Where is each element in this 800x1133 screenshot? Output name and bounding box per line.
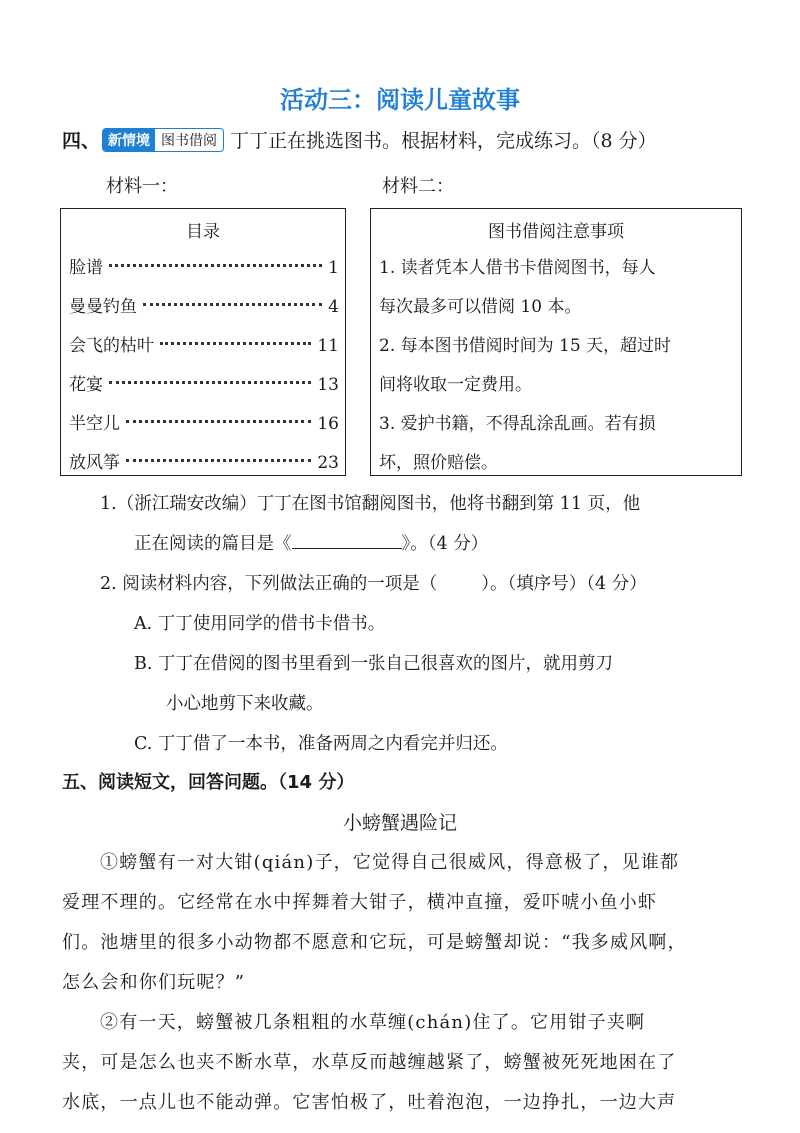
toc-item: 半空儿 16 (69, 414, 339, 434)
notice-line: 每次最多可以借阅 10 本。 (379, 297, 582, 317)
new-situation-tag (102, 128, 224, 152)
question-5-heading: 五、阅读短文，回答问题。（14 分） (62, 772, 355, 793)
notice-line: 1. 读者凭本人借书卡借阅图书，每人 (379, 258, 656, 278)
notice-line: 3. 爱护书籍，不得乱涂乱画。若有损 (379, 414, 656, 434)
question-4-prompt: 丁丁正在挑选图书。根据材料，完成练习。（8 分） (230, 130, 657, 152)
option-c: C. 丁丁借了一本书，准备两周之内看完并归还。 (134, 734, 508, 754)
table-of-contents-box (60, 208, 346, 476)
toc-item: 放风筝 23 (69, 453, 339, 473)
notice-line: 间将收取一定费用。 (379, 375, 532, 395)
toc-item: 花宴 13 (69, 375, 339, 395)
question-4-header (62, 126, 657, 153)
toc-item: 脸谱 1 (69, 258, 339, 278)
story-line: 怎么会和你们玩呢？” (62, 972, 246, 993)
notice-line: 2. 每本图书借阅时间为 15 天，超过时 (379, 336, 672, 356)
story-line: ②有一天，螃蟹被几条粗粗的水草缠(chán)住了。它用钳子夹啊 (100, 1012, 646, 1033)
question-number: 四、 (62, 130, 101, 152)
option-a: A. 丁丁使用同学的借书卡借书。 (134, 614, 386, 634)
story-line: 们。池塘里的很多小动物都不愿意和它玩，可是螃蟹却说：“我多威风啊， (62, 932, 687, 953)
material-2-label: 材料二： (382, 176, 454, 197)
option-b-line-2: 小心地剪下来收藏。 (166, 694, 324, 714)
subquestion-1-line-1: 1.（浙江瑞安改编）丁丁在图书馆翻阅图书，他将书翻到第 11 页，他 (100, 494, 641, 514)
story-line: 夹，可是怎么也夹不断水草，水草反而越缠越紧了，螃蟹被死死地困在了 (62, 1052, 677, 1073)
story-title: 小螃蟹遇险记 (342, 812, 457, 834)
tag-new: 新情境 (103, 129, 155, 151)
toc-item: 曼曼钓鱼 4 (69, 297, 339, 317)
notice-line: 坏，照价赔偿。 (379, 453, 498, 473)
tag-topic: 图书借阅 (161, 132, 218, 149)
answer-blank[interactable] (292, 532, 402, 549)
story-line: 爱理不理的。它经常在水中挥舞着大钳子，横冲直撞，爱吓唬小鱼小虾 (62, 892, 658, 913)
story-line: 水底，一点儿也不能动弹。它害怕极了，吐着泡泡，一边挣扎，一边大声 (62, 1092, 677, 1113)
material-1-label: 材料一： (106, 176, 178, 197)
option-b-line-1: B. 丁丁在借阅的图书里看到一张自己很喜欢的图片，就用剪刀 (134, 654, 613, 674)
borrowing-notice-box (370, 208, 742, 476)
toc-item: 会飞的枯叶 11 (69, 336, 339, 356)
notice-heading: 图书借阅注意事项 (488, 222, 624, 242)
activity-title: 活动三：阅读儿童故事 (280, 86, 520, 114)
subquestion-1-line-2: 正在阅读的篇目是《 》。（4 分） (134, 534, 489, 554)
story-line: ①螃蟹有一对大钳(qián)子，它觉得自己很威风，得意极了，见谁都 (100, 852, 680, 873)
subquestion-2-stem: 2. 阅读材料内容，下列做法正确的一项是（ ）。（填序号）（4 分） (100, 574, 647, 594)
toc-heading: 目录 (186, 222, 220, 242)
